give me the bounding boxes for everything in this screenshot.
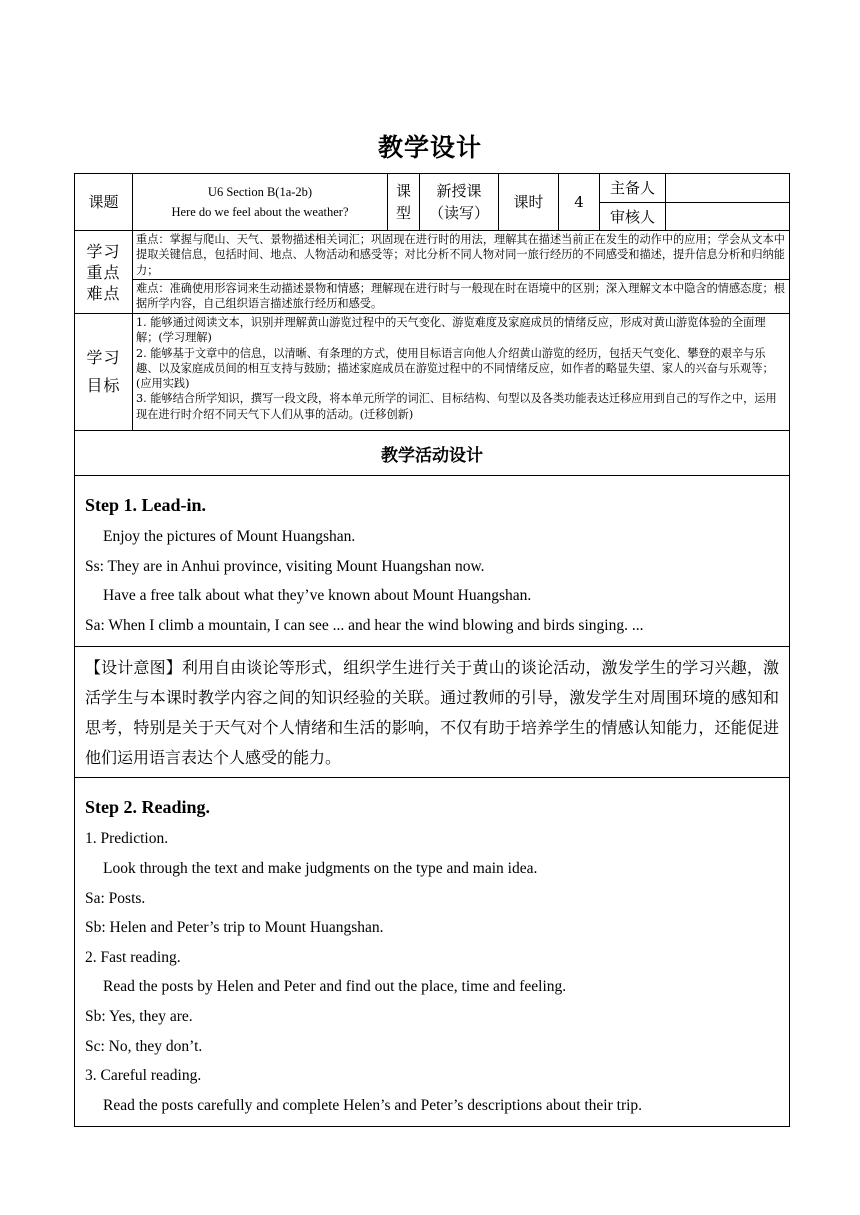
activities-title: 教学活动设计 xyxy=(75,431,790,476)
step1-line: Enjoy the pictures of Mount Huangshan. xyxy=(103,528,356,545)
page-title: 教学设计 xyxy=(377,133,482,162)
course-title-cell xyxy=(133,174,388,231)
key-points-label-1: 学习 xyxy=(86,241,121,261)
objective-item: 1. 能够通过阅读文本，识别并理解黄山游览过程中的天气变化、游览难度及家庭成员的情绪反应，形成对黄山游览体验的全面理解；(学习理解) xyxy=(136,316,766,345)
key-points-label-2: 重点 xyxy=(86,262,121,282)
step2-line: 2. Fast reading. xyxy=(85,948,181,966)
objectives-label-2: 目标 xyxy=(86,376,121,395)
key-points-label xyxy=(75,231,133,314)
type-value-2: （读写） xyxy=(428,204,489,222)
step1-title: Step 1. Lead-in. xyxy=(85,495,207,515)
design-intent: 【设计意图】利用自由谈论等形式，组织学生进行关于黄山的谈论活动，激发学生的学习兴趣，激活学生与本课时教学内容之间的知识经验的关联。通过教师的引导，激发学生对周围环境的感知和思考，特别是关于天气对个人情绪和生活的影响，不仅有助于培养学生的情感认知能力，还能促进他们运用语言表达个人感受的能力。 xyxy=(75,647,790,778)
type-value-cell xyxy=(420,174,499,231)
step2-line: Sb: Yes, they are. xyxy=(85,1007,193,1025)
preparer-value[interactable] xyxy=(666,174,790,203)
focus-text: 重点：掌握与爬山、天气、景物描述相关词汇；巩固现在进行时的用法，理解其在描述当前正在发生的动作中的应用；学会从文本中提取关键信息，包括时间、地点、人物活动和感受等；对比分析不同人物对同一旅行经历的不同感受和描述，提升信息分析和归纳能力； xyxy=(133,231,790,280)
type-label-2: 型 xyxy=(395,204,411,222)
step2-line: Sc: No, they don’t. xyxy=(85,1037,203,1055)
step2-title: Step 2. Reading. xyxy=(85,797,211,818)
step1-block xyxy=(75,476,790,647)
course-line-1: U6 Section B(1a-2b) xyxy=(207,185,313,199)
step2-block xyxy=(75,778,790,1127)
type-label-cell xyxy=(388,174,420,231)
step2-line: Read the posts by Helen and Peter and find out the place, time and feeling. xyxy=(103,978,567,996)
difficulty-text: 难点：准确使用形容词来生动描述景物和情感；理解现在进行时与一般现在时在语境中的区别；深入理解文本中隐含的情感态度；根据所学内容，自己组织语言描述旅行经历和感受。 xyxy=(133,280,790,314)
type-label-1: 课 xyxy=(395,182,411,200)
step1-line: Have a free talk about what they’ve known about Mount Huangshan. xyxy=(103,587,532,605)
lesson-plan-table xyxy=(74,173,790,1127)
step2-line: Sb: Helen and Peter’s trip to Mount Huangshan. xyxy=(85,919,384,937)
course-line-2: Here do we feel about the weather? xyxy=(171,205,349,219)
step1-line: Sa: When I climb a mountain, I can see ... and hear the wind blowing and birds singing. ... xyxy=(85,616,644,634)
step2-line: Look through the text and make judgments on the type and main idea. xyxy=(103,859,538,877)
step2-line: 1. Prediction. xyxy=(85,830,169,848)
step1-line: Ss: They are in Anhui province, visiting Mount Huangshan now. xyxy=(85,557,485,575)
objectives-label xyxy=(75,314,133,431)
period-value: 4 xyxy=(559,174,600,231)
reviewer-label: 审核人 xyxy=(600,203,666,231)
step2-line: Sa: Posts. xyxy=(85,889,146,907)
period-label: 课时 xyxy=(499,174,559,231)
objectives-label-1: 学习 xyxy=(86,348,121,367)
reviewer-value[interactable] xyxy=(666,203,790,231)
objectives-text xyxy=(133,314,790,431)
objective-item: 2. 能够基于文章中的信息，以清晰、有条理的方式，使用目标语言向他人介绍黄山游览的经历，包括天气变化、攀登的艰辛与乐趣、以及家庭成员间的相互支持与鼓励；描述家庭成员在游览过程中的不同情绪反应，如作者的略显失望、家人的兴奋与乐观等；(应用实践) xyxy=(136,346,774,391)
preparer-label: 主备人 xyxy=(600,174,666,203)
step2-line: Read the posts carefully and complete Helen’s and Peter’s descriptions about their trip. xyxy=(103,1096,643,1114)
step2-line: 3. Careful reading. xyxy=(85,1067,202,1085)
key-points-label-3: 难点 xyxy=(86,283,121,303)
type-value-1: 新授课 xyxy=(436,182,482,200)
objective-item: 3. 能够结合所学知识，撰写一段文段，将本单元所学的词汇、目标结构、句型以及各类功能表达迁移应用到自己的写作之中，运用现在进行时介绍不同天气下人们从事的活动。(迁移创新) xyxy=(136,392,777,421)
topic-label: 课题 xyxy=(75,174,133,231)
